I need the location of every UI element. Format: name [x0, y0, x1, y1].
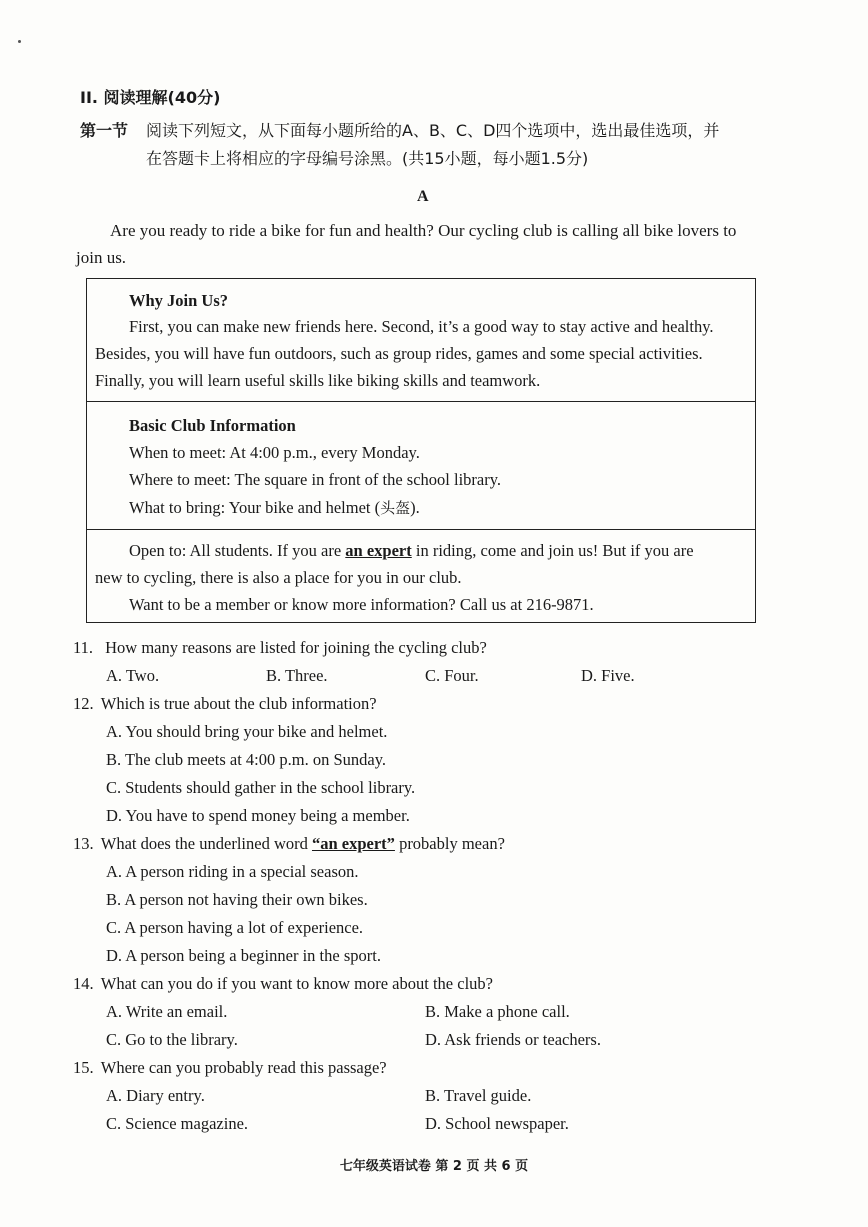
page-footer: 七年级英语试卷 第 2 页 共 6 页	[339, 1159, 529, 1174]
option-11d[interactable]: D. Five.	[581, 666, 635, 685]
club-info-heading: Basic Club Information	[129, 416, 296, 435]
why-join-line1: First, you can make new friends here. Second, it’s a good way to stay active and healthy.	[129, 317, 714, 336]
option-13c[interactable]: C. A person having a lot of experience.	[106, 918, 364, 937]
underlined-expert: “an expert”	[311, 834, 395, 853]
option-14d[interactable]: D. Ask friends or teachers.	[425, 1030, 601, 1049]
scan-dot	[18, 40, 21, 43]
open-to-text-b: in riding, come and join us! But if you are	[411, 541, 694, 560]
option-15d[interactable]: D. School newspaper.	[425, 1114, 569, 1133]
option-14c[interactable]: C. Go to the library.	[106, 1030, 238, 1049]
open-to-line1	[129, 541, 694, 561]
part-instructions-line2: 在答题卡上将相应的字母编号涂黑。(共15小题，每小题1.5分)	[146, 149, 589, 168]
question-15	[73, 1058, 387, 1078]
question-stem: What can you do if you want to know more about the club?	[100, 974, 493, 993]
option-12c[interactable]: C. Students should gather in the school library.	[106, 778, 416, 797]
question-stem-b: probably mean?	[394, 834, 505, 853]
option-14b[interactable]: B. Make a phone call.	[425, 1002, 570, 1021]
option-15c[interactable]: C. Science magazine.	[106, 1114, 249, 1133]
option-13b[interactable]: B. A person not having their own bikes.	[106, 890, 368, 909]
passage-intro-line2: join us.	[76, 248, 127, 267]
option-13a[interactable]: A. A person riding in a special season.	[106, 862, 359, 881]
club-info-where: Where to meet: The square in front of the school library.	[129, 470, 502, 489]
option-12a[interactable]: A. You should bring your bike and helmet.	[106, 722, 388, 741]
club-info-when: When to meet: At 4:00 p.m., every Monday.	[129, 443, 420, 462]
question-stem: Which is true about the club information?	[100, 694, 377, 713]
question-number: 11.	[73, 638, 94, 657]
club-info-bring	[129, 497, 420, 518]
helmet-chinese: 头盔	[380, 499, 411, 517]
why-join-line2: Besides, you will have fun outdoors, such as group rides, games and some special activities.	[95, 344, 703, 363]
question-13	[73, 834, 505, 854]
passage-intro-line1: Are you ready to ride a bike for fun and health? Our cycling club is calling all bike lovers to	[110, 221, 737, 240]
why-join-heading: Why Join Us?	[129, 291, 229, 310]
question-12	[73, 694, 377, 714]
option-14a[interactable]: A. Write an email.	[106, 1002, 228, 1021]
underlined-word: an expert	[345, 541, 412, 560]
part-label: 第一节	[80, 121, 129, 140]
option-12b[interactable]: B. The club meets at 4:00 p.m. on Sunday.	[106, 750, 387, 769]
section-title: II. 阅读理解(40分)	[80, 88, 221, 107]
why-join-box	[86, 278, 756, 402]
question-stem-a: What does the underlined word	[100, 834, 312, 853]
question-number: 14.	[73, 974, 94, 993]
part-instructions-line1: 阅读下列短文，从下面每小题所给的A、B、C、D四个选项中，选出最佳选项，并	[146, 121, 720, 140]
option-15a[interactable]: A. Diary entry.	[106, 1086, 205, 1105]
question-number: 12.	[73, 694, 94, 713]
question-number: 15.	[73, 1058, 94, 1077]
passage-letter: A	[417, 188, 429, 205]
question-stem: Where can you probably read this passage?	[100, 1058, 387, 1077]
option-15b[interactable]: B. Travel guide.	[425, 1086, 532, 1105]
contact-line: Want to be a member or know more information? Call us at 216-9871.	[129, 595, 594, 614]
option-11c[interactable]: C. Four.	[425, 666, 479, 685]
question-11	[73, 638, 487, 658]
club-info-bring-text: What to bring: Your bike and helmet (	[129, 498, 381, 517]
open-to-line2: new to cycling, there is also a place for you in our club.	[95, 568, 462, 587]
why-join-line3: Finally, you will learn useful skills like biking skills and teamwork.	[95, 371, 541, 390]
club-info-box	[86, 401, 756, 530]
question-stem: How many reasons are listed for joining the cycling club?	[105, 638, 487, 657]
open-to-text-a: Open to: All students. If you are	[129, 541, 346, 560]
question-number: 13.	[73, 834, 94, 853]
club-info-bring-end: ).	[410, 498, 420, 517]
question-14	[73, 974, 493, 994]
option-13d[interactable]: D. A person being a beginner in the sport.	[106, 946, 381, 965]
option-12d[interactable]: D. You have to spend money being a member.	[106, 806, 410, 825]
open-to-box	[86, 529, 756, 623]
option-11a[interactable]: A. Two.	[106, 666, 160, 685]
option-11b[interactable]: B. Three.	[266, 666, 328, 685]
